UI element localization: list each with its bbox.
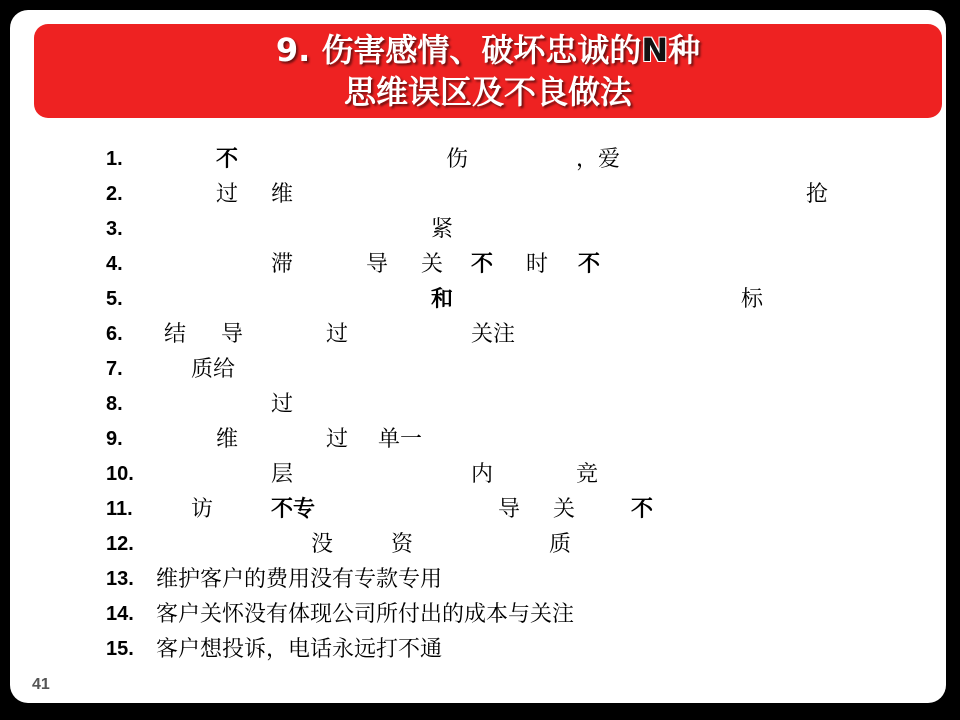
list-item (106, 352, 926, 387)
item-fragment: 关 (421, 252, 444, 277)
item-fragment: 不专 (271, 497, 316, 522)
item-number: 4. (106, 253, 123, 275)
item-number: 6. (106, 323, 123, 345)
title-line-1 (276, 29, 700, 71)
title-banner (34, 24, 942, 118)
item-fragment: 竞 (576, 462, 599, 487)
item-text: 客户关怀没有体现公司所付出的成本与关注 (156, 602, 575, 627)
item-fragment: ，爱 (576, 147, 621, 172)
item-fragment: 关注 (471, 322, 516, 347)
item-fragment: 导 (366, 252, 389, 277)
item-number: 13. (106, 568, 134, 590)
item-fragment: 维 (216, 427, 239, 452)
title-line-2: 思维误区及不良做法 (343, 73, 632, 111)
item-fragment: 访 (191, 497, 214, 522)
item-fragment: 结 (164, 322, 187, 347)
item-number: 2. (106, 183, 123, 205)
item-text: 维护客户的费用没有专款专用 (156, 567, 443, 592)
list-item (106, 597, 926, 632)
item-number: 9. (106, 428, 123, 450)
item-fragment: 过 (216, 182, 239, 207)
list-item (106, 562, 926, 597)
page-number: 41 (32, 676, 50, 693)
item-fragment: 单一 (378, 427, 423, 452)
item-fragment: 伤 (446, 147, 469, 172)
item-text: 客户想投诉，电话永远打不通 (156, 637, 443, 662)
title-prefix: 9. 伤害感情、破坏忠诚的 (275, 31, 642, 69)
item-list (106, 142, 926, 667)
item-number: 15. (106, 638, 134, 660)
list-item (106, 317, 926, 352)
item-fragment: 紧 (431, 217, 454, 242)
list-item (106, 492, 926, 527)
item-number: 1. (106, 148, 123, 170)
item-fragment: 没 (311, 532, 334, 557)
item-number: 3. (106, 218, 123, 240)
item-fragment: 不 (578, 252, 601, 277)
item-fragment: 滞 (271, 252, 294, 277)
item-fragment: 抢 (806, 182, 829, 207)
slide (10, 10, 946, 703)
item-fragment: 导 (498, 497, 521, 522)
list-item (106, 247, 926, 282)
item-fragment: 关 (553, 497, 576, 522)
item-number: 11. (106, 498, 133, 520)
item-number: 8. (106, 393, 123, 415)
title-n: N (641, 31, 669, 69)
list-item (106, 422, 926, 457)
item-fragment: 质 (549, 532, 572, 557)
item-fragment: 过 (271, 392, 294, 417)
item-number: 10. (106, 463, 134, 485)
item-number: 5. (106, 288, 123, 310)
title-suffix: 种 (668, 31, 701, 69)
list-item (106, 177, 926, 212)
item-fragment: 不 (631, 497, 654, 522)
item-fragment: 层 (271, 462, 294, 487)
item-fragment: 内 (471, 462, 494, 487)
list-item (106, 142, 926, 177)
item-fragment: 质给 (191, 357, 236, 382)
item-number: 7. (106, 358, 123, 380)
list-item (106, 282, 926, 317)
list-item (106, 212, 926, 247)
item-fragment: 过 (326, 322, 349, 347)
item-fragment: 不 (216, 147, 239, 172)
item-fragment: 时 (526, 252, 549, 277)
item-fragment: 维 (271, 182, 294, 207)
item-number: 14. (106, 603, 134, 625)
list-item (106, 457, 926, 492)
list-item (106, 387, 926, 422)
list-item (106, 632, 926, 667)
list-item (106, 527, 926, 562)
item-number: 12. (106, 533, 134, 555)
item-fragment: 标 (741, 287, 764, 312)
item-fragment: 导 (221, 322, 244, 347)
item-fragment: 不 (471, 252, 494, 277)
item-fragment: 和 (431, 287, 454, 312)
item-fragment: 资 (391, 532, 414, 557)
item-fragment: 过 (326, 427, 349, 452)
